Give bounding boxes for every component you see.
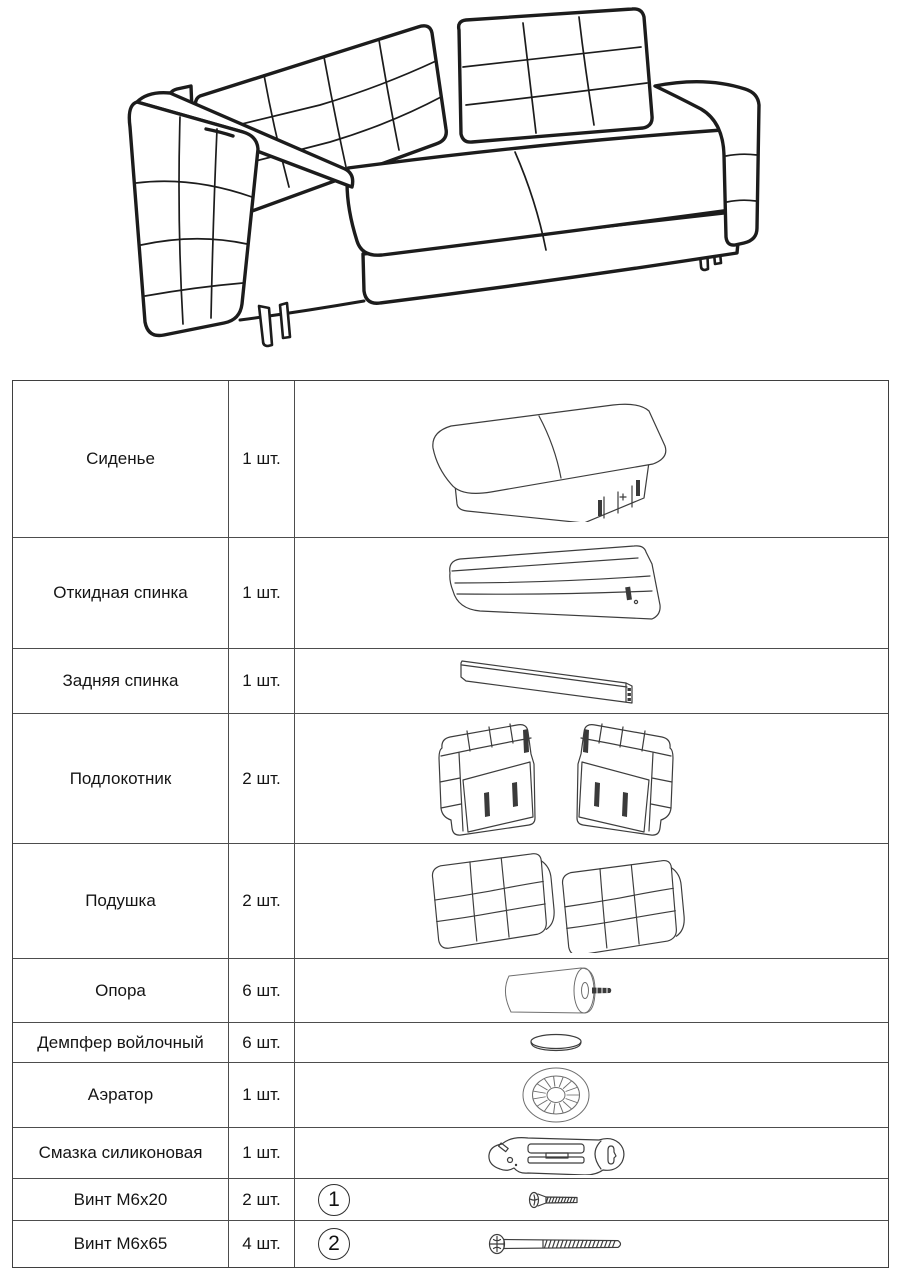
- part-name: Винт М6х65: [73, 1234, 168, 1253]
- part-name: Аэратор: [87, 1085, 154, 1104]
- sofa-illustration: [0, 0, 900, 372]
- parts-table: [12, 380, 889, 1268]
- sofa-armrest-left: [129, 102, 258, 335]
- part-name: Откидная спинка: [53, 583, 188, 602]
- screw-m6x65-illustration: [487, 1232, 625, 1256]
- table-row: [13, 958, 888, 1022]
- aerator-illustration: [521, 1066, 591, 1124]
- table-row: [13, 1127, 888, 1178]
- part-name: Опора: [95, 980, 146, 1000]
- item-number-badge: 1: [318, 1184, 350, 1216]
- table-row: [13, 1022, 888, 1062]
- table-row: [13, 1062, 888, 1127]
- part-name: Демпфер войлочный: [37, 1032, 204, 1052]
- part-qty: 2 шт.: [228, 1179, 294, 1220]
- cushion-pair-illustration: [423, 849, 689, 953]
- folding-backrest-illustration: [428, 543, 684, 643]
- part-name: Смазка силиконовая: [38, 1143, 203, 1162]
- part-qty: 1 шт.: [228, 649, 294, 713]
- back-panel-illustration: [456, 653, 656, 709]
- item-number-badge: 2: [318, 1228, 350, 1260]
- leg-illustration: [495, 964, 617, 1018]
- table-row: [13, 381, 888, 537]
- part-qty: 6 шт.: [228, 959, 294, 1022]
- silicone-grease-illustration: [483, 1131, 629, 1175]
- table-row: [13, 1220, 888, 1267]
- table-row: [13, 648, 888, 713]
- part-qty: 1 шт.: [228, 538, 294, 648]
- part-qty: 2 шт.: [228, 714, 294, 843]
- sofa-figure: [0, 0, 900, 372]
- table-row: [13, 713, 888, 843]
- sofa-leg: [259, 306, 272, 346]
- part-qty: 1 шт.: [228, 1128, 294, 1178]
- table-row: [13, 1178, 888, 1220]
- sofa-leg: [280, 303, 290, 338]
- armrest-pair-illustration: [427, 720, 685, 838]
- part-name: Подлокотник: [69, 768, 172, 788]
- part-name: Сиденье: [86, 449, 155, 468]
- part-qty: 4 шт.: [228, 1221, 294, 1267]
- part-qty: 2 шт.: [228, 844, 294, 958]
- seat-illustration: [417, 396, 695, 522]
- screw-m6x20-illustration: [527, 1190, 585, 1210]
- part-qty: 6 шт.: [228, 1023, 294, 1062]
- table-row: [13, 537, 888, 648]
- part-name: Задняя спинка: [62, 671, 179, 690]
- sofa-back-cushion-right: [459, 9, 652, 142]
- part-name: Винт М6х20: [73, 1189, 168, 1209]
- table-row: [13, 843, 888, 958]
- part-name: Подушка: [85, 891, 156, 910]
- part-qty: 1 шт.: [228, 1063, 294, 1127]
- part-qty: 1 шт.: [228, 381, 294, 537]
- felt-damper-illustration: [529, 1033, 583, 1053]
